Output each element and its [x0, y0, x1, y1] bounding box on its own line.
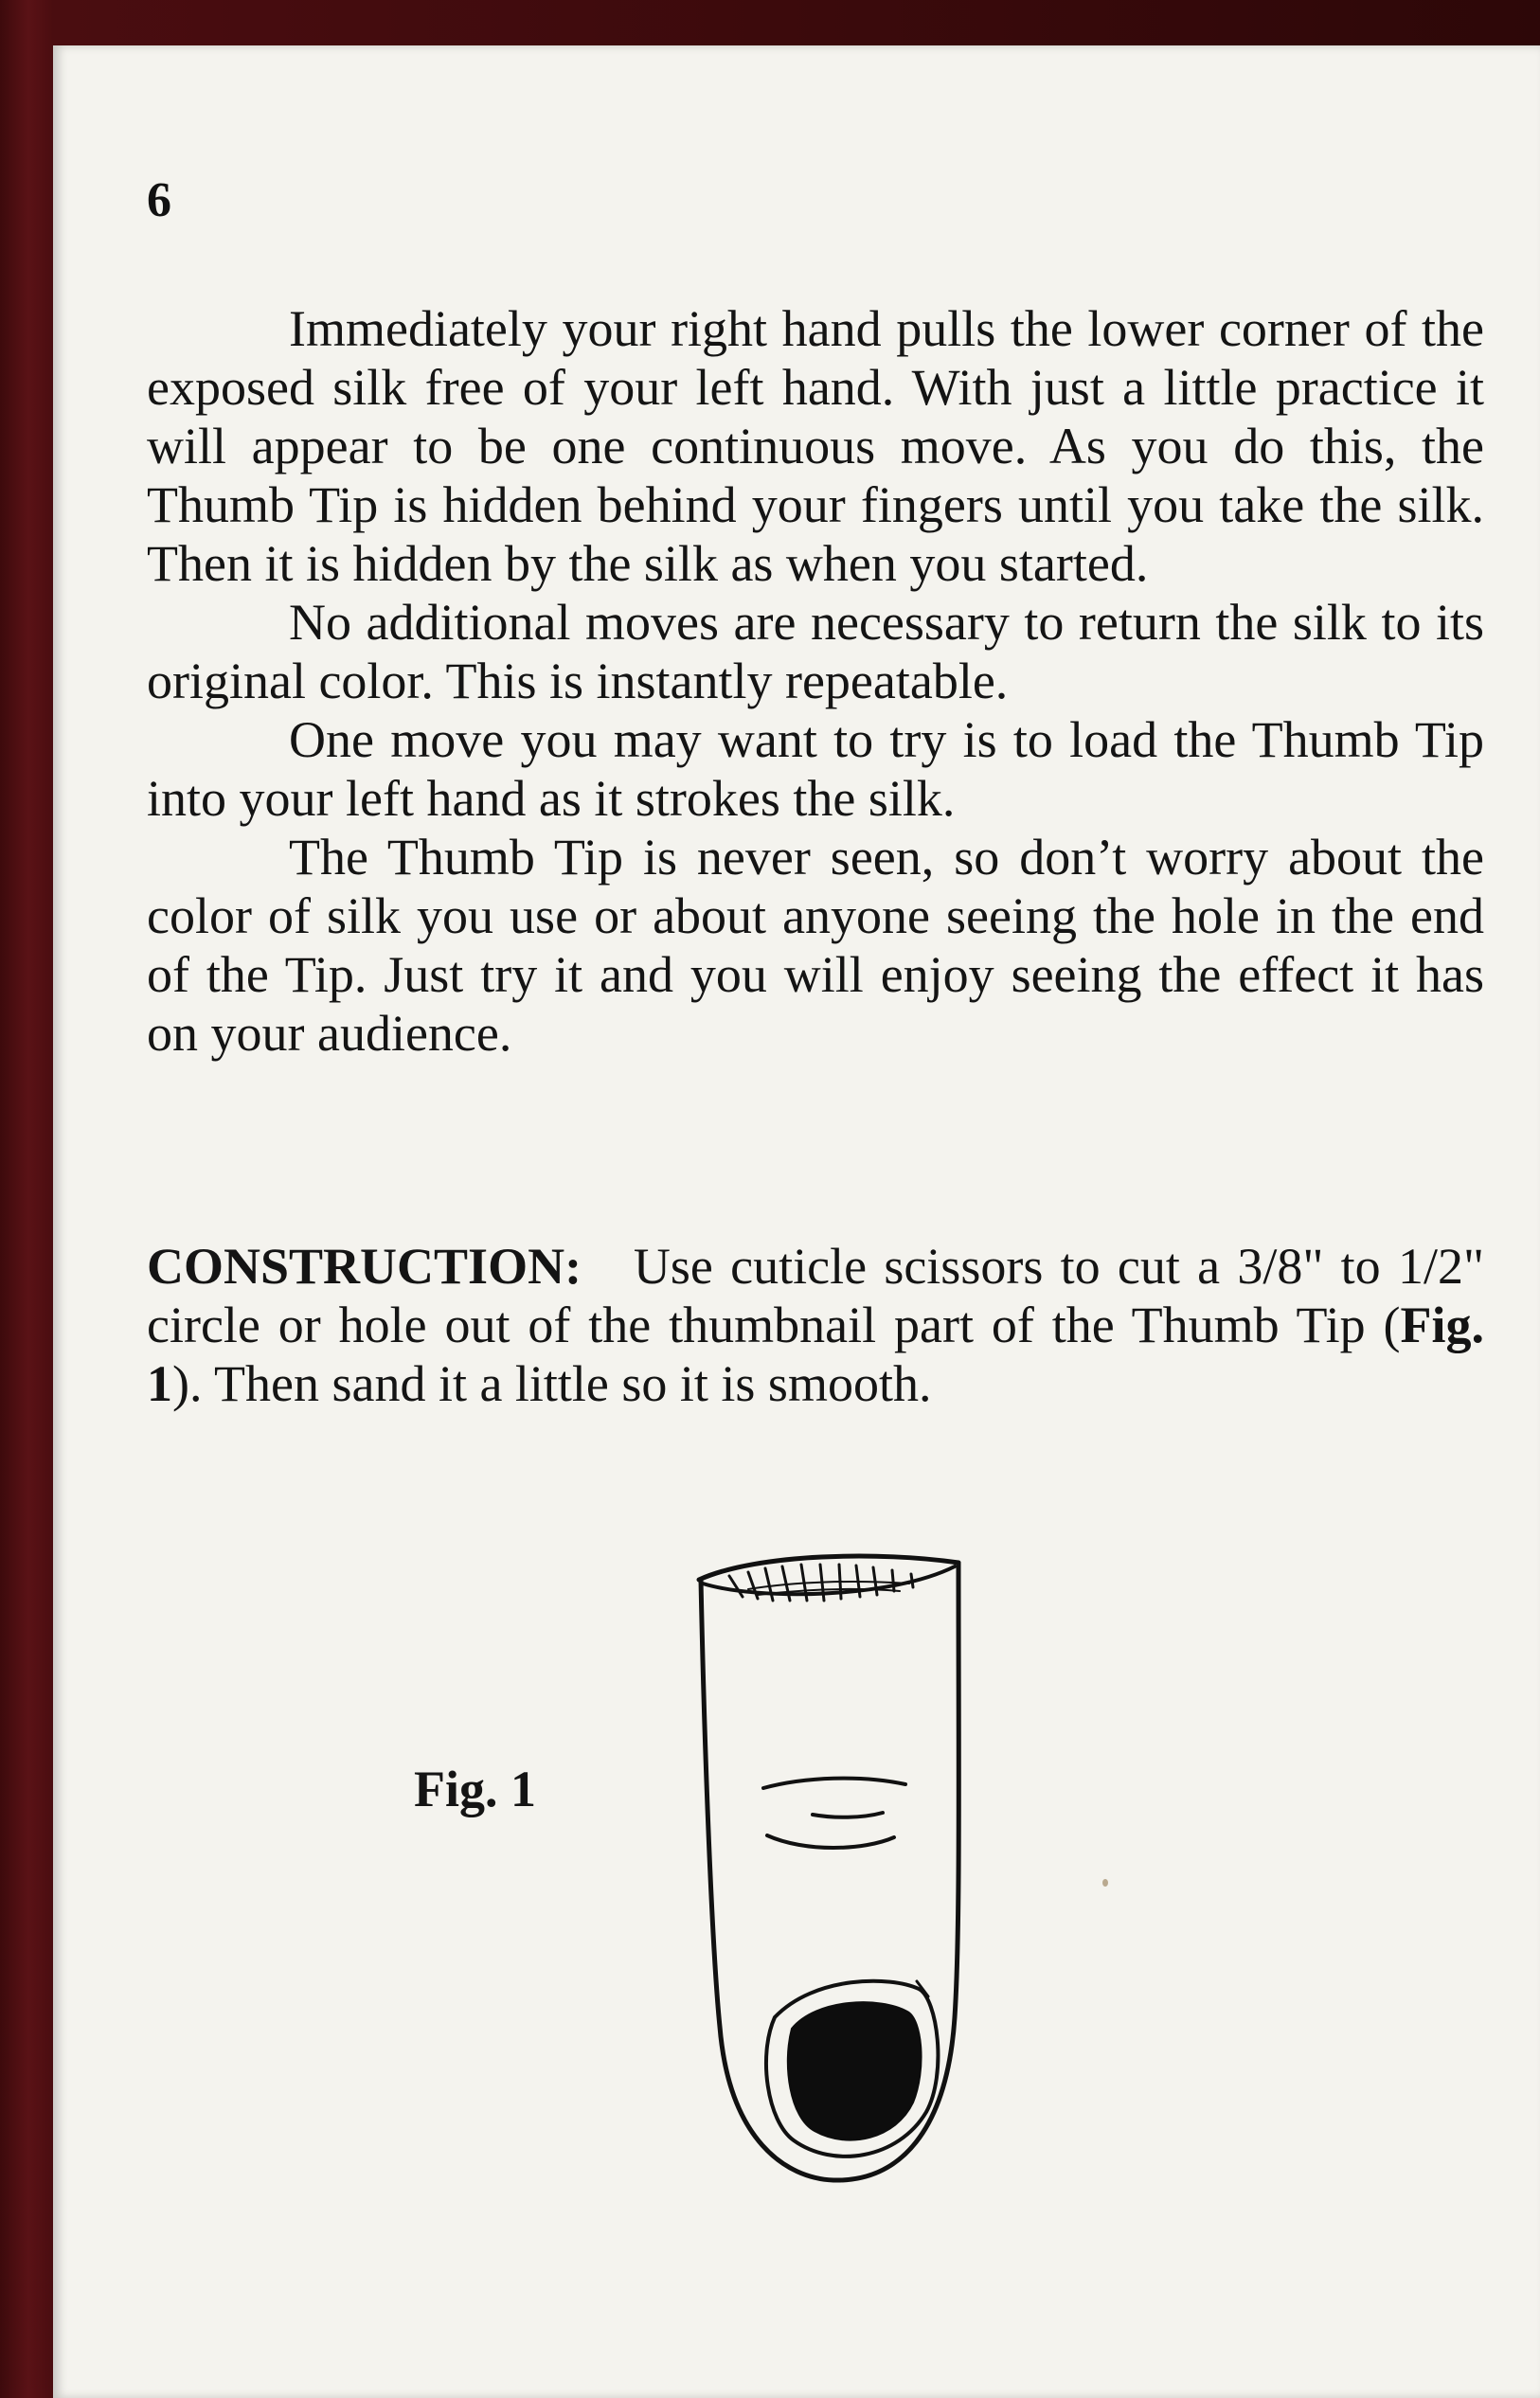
- construction-text-after: ). Then sand it a little so it is smooth.: [172, 1355, 932, 1412]
- construction-text-before: Use cuticle scissors to cut a 3/8" to 1/2" circle or hole out of the thumbnail part of the Thumb Tip (: [147, 1238, 1485, 1353]
- paragraph-immediately: Immediately your right hand pulls the lower corner of the exposed silk free of your left hand. With just a little practice it will appear to be one continuous move. As you do this, the Thumb Tip is hidden behind your fingers until you take the silk. Then it is hidden by the silk as when you started.: [147, 300, 1484, 592]
- paper-speck: [1102, 1879, 1108, 1887]
- paragraph-no-additional-moves: No additional moves are necessary to return the silk to its original color. This is instantly repeatable.: [147, 594, 1484, 709]
- figure-label: Fig. 1: [414, 1761, 536, 1817]
- construction-section: [147, 1237, 1484, 1413]
- paragraph-one-move: One move you may want to try is to load the Thumb Tip into your left hand as it strokes the silk.: [147, 711, 1484, 827]
- paragraph-never-seen: The Thumb Tip is never seen, so don’t worry about the color of silk you use or about anyone seeing the hole in the end of the Tip. Just try it and you will enjoy seeing the effect it has on your audience.: [147, 829, 1484, 1062]
- page-number: 6: [147, 173, 171, 227]
- instructions-text: [147, 299, 1484, 1063]
- construction-fig-ref: Fig. 1: [147, 1297, 1484, 1412]
- construction-heading: CONSTRUCTION:: [147, 1238, 582, 1295]
